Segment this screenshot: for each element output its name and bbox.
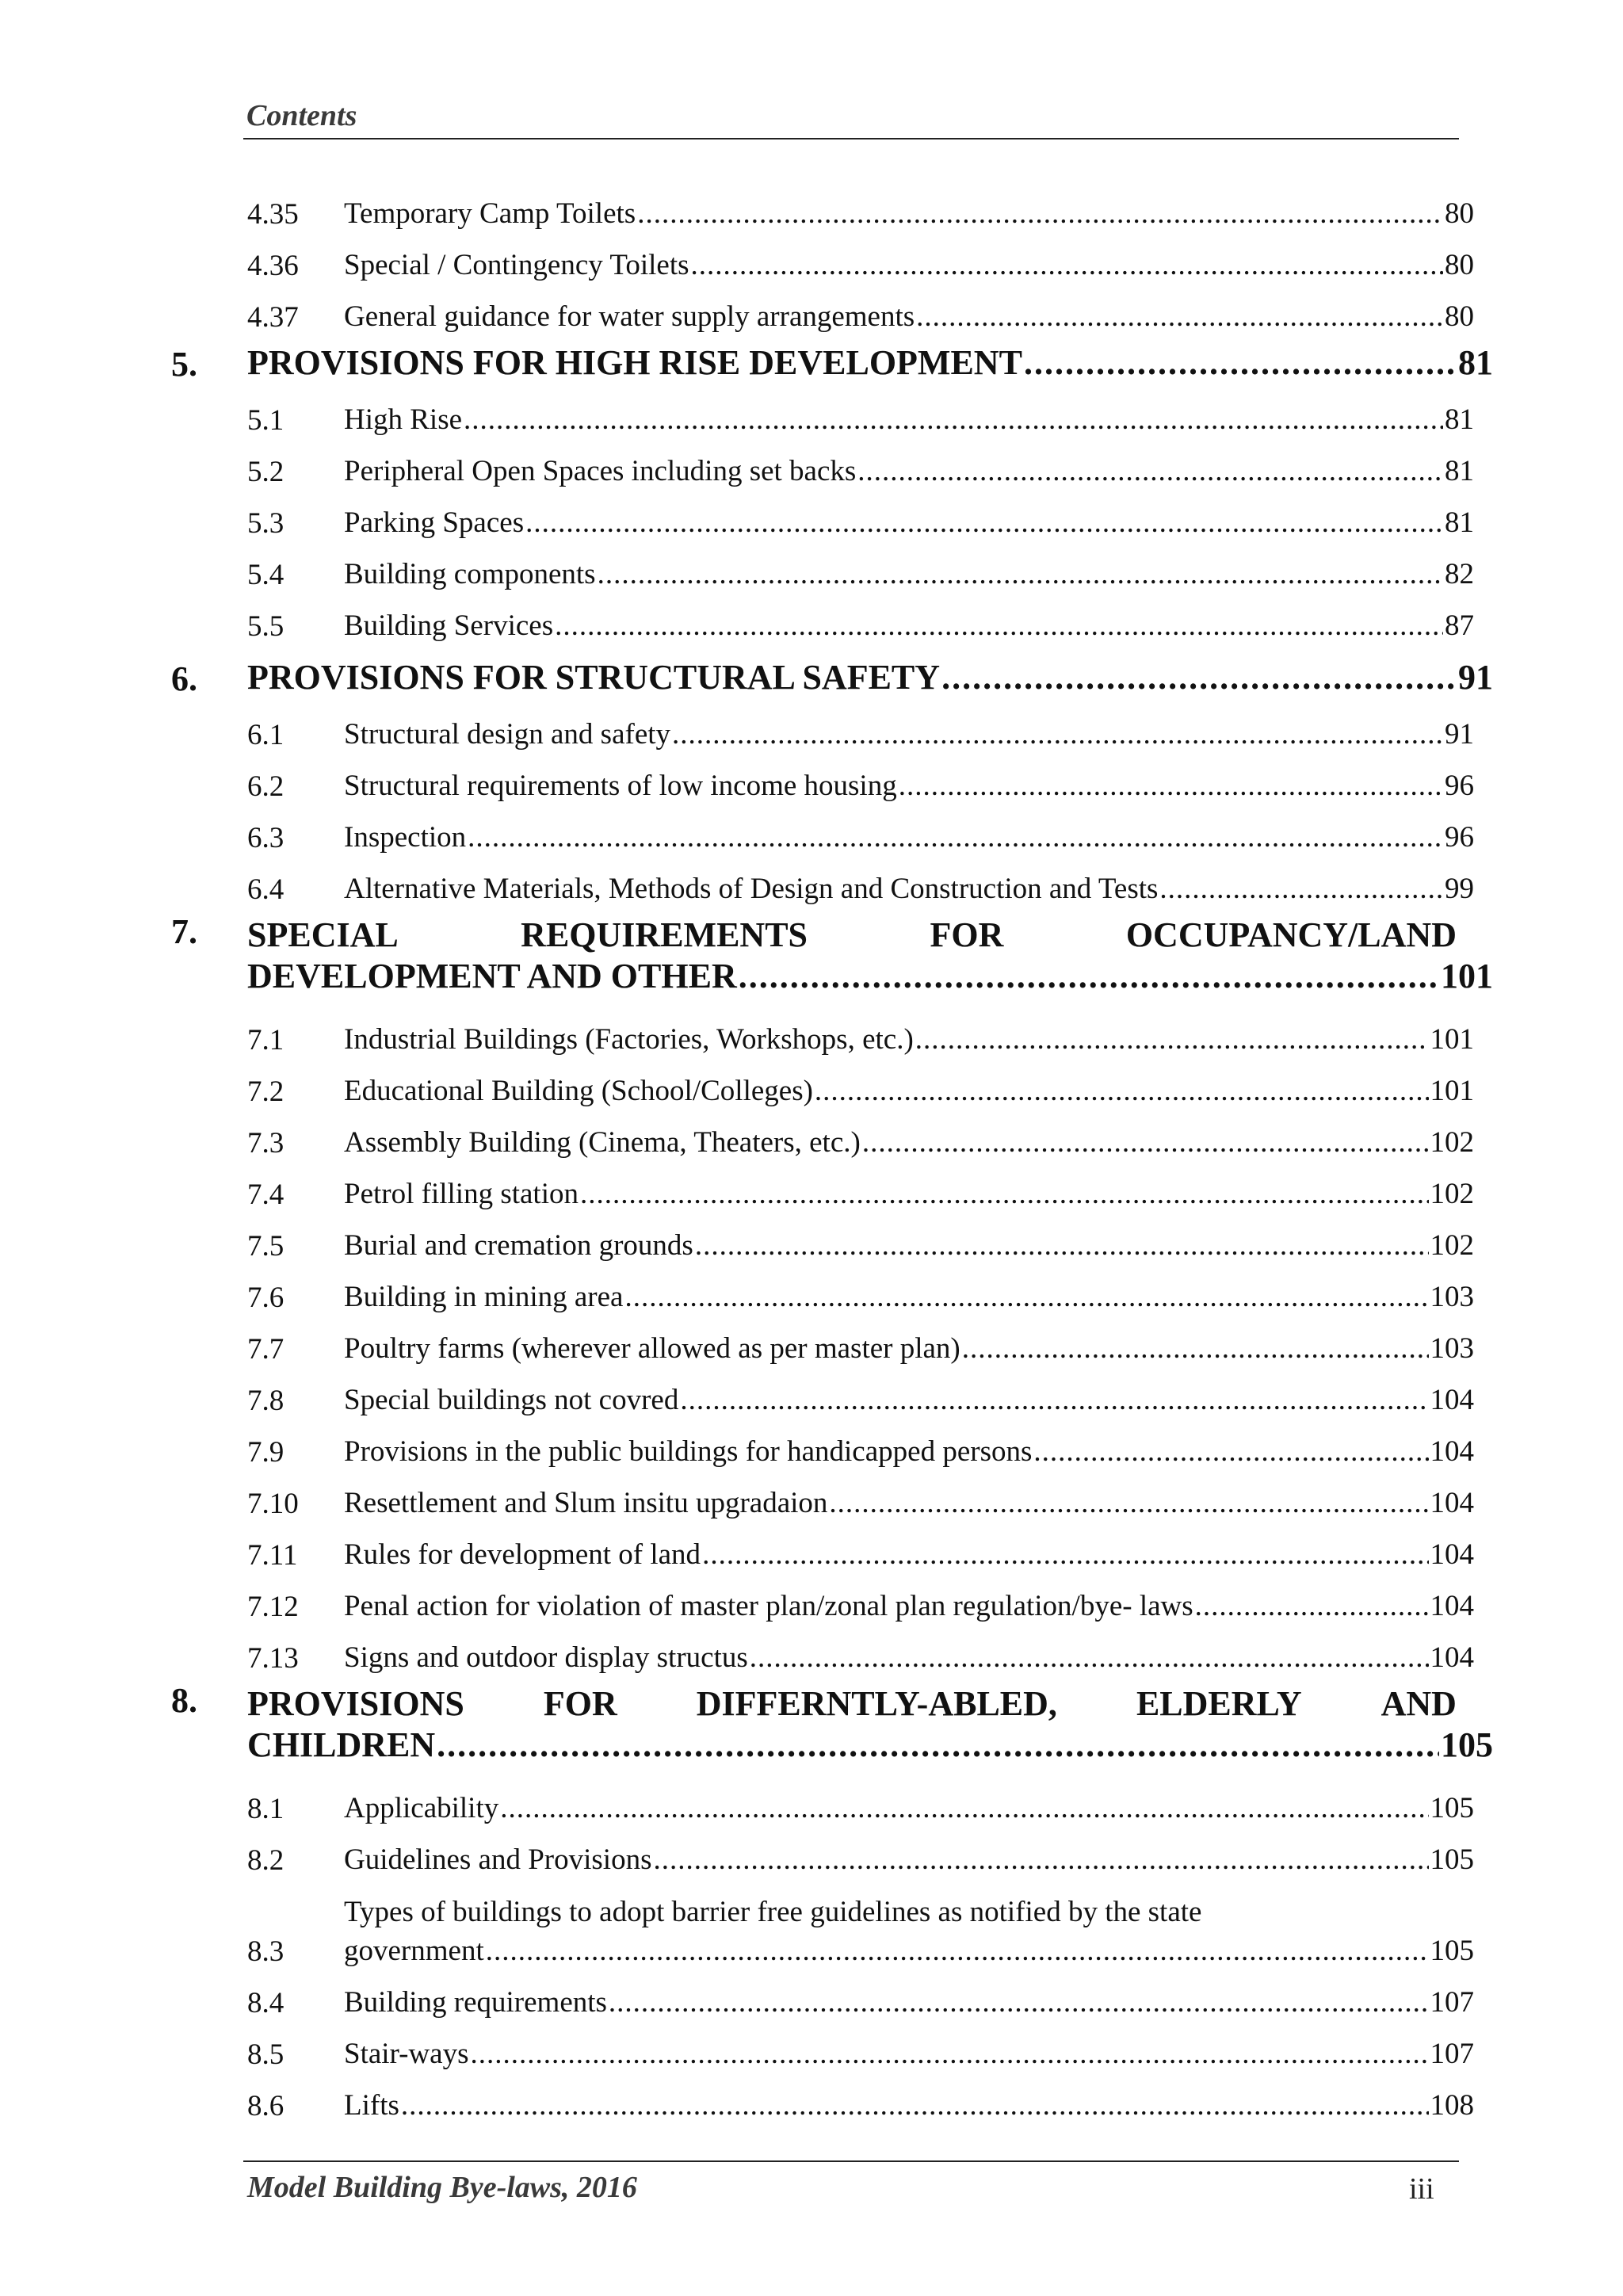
toc-number: 7.1 xyxy=(247,1024,285,1056)
toc-title: Applicability xyxy=(344,1792,499,1824)
toc-entry-7-2[interactable] xyxy=(0,1063,1623,1114)
toc-leader-dots xyxy=(609,1985,1429,2020)
toc-title: Parking Spaces xyxy=(344,506,525,539)
toc-title: Building in mining area xyxy=(344,1281,624,1313)
toc-entry-line xyxy=(344,1125,1474,1160)
toc-number: 7. xyxy=(171,912,197,951)
toc-number: 4.35 xyxy=(247,198,299,231)
toc-entry-7-11[interactable] xyxy=(0,1526,1623,1577)
toc-title: CHILDREN xyxy=(247,1725,436,1764)
toc-title: Temporary Camp Toilets xyxy=(344,197,636,230)
toc-number: 7.3 xyxy=(247,1127,285,1159)
toc-page-number: 80 xyxy=(1445,249,1474,281)
toc-leader-dots xyxy=(672,717,1443,752)
toc-page-number: 104 xyxy=(1430,1384,1474,1416)
toc-number: 8.6 xyxy=(247,2090,285,2122)
toc-leader-dots xyxy=(815,1074,1429,1109)
toc-title: Signs and outdoor display structus xyxy=(344,1641,748,1674)
toc-entry-8-3[interactable] xyxy=(0,1891,1623,1973)
toc-leader-dots xyxy=(899,769,1443,804)
toc-title-word: FOR xyxy=(543,1684,617,1723)
toc-entry-line xyxy=(344,1538,1474,1572)
toc-entry-line xyxy=(344,1985,1474,2020)
toc-number: 8. xyxy=(171,1681,197,1720)
toc-entry-line xyxy=(344,1177,1474,1212)
toc-number: 6.3 xyxy=(247,822,285,854)
toc-entry-line xyxy=(344,1791,1474,1826)
toc-leader-dots xyxy=(916,300,1443,334)
footer-title: Model Building Bye-laws, 2016 xyxy=(247,2171,637,2204)
toc-number: 7.4 xyxy=(247,1179,285,1211)
toc-entry-8-6[interactable] xyxy=(0,2077,1623,2128)
toc-title-word: PROVISIONS xyxy=(247,1684,464,1723)
toc-leader-dots xyxy=(1159,872,1443,907)
toc-entry-6-2[interactable] xyxy=(0,758,1623,808)
toc-title: Special / Contingency Toilets xyxy=(344,249,689,281)
toc-entry-5-2[interactable] xyxy=(0,443,1623,494)
toc-entry-line xyxy=(344,300,1474,334)
toc-leader-dots xyxy=(401,2088,1429,2123)
toc-leader-dots xyxy=(915,1022,1429,1057)
toc-page-number: 81 xyxy=(1445,403,1474,436)
toc-number: 7.13 xyxy=(247,1642,299,1675)
toc-title-word: FOR xyxy=(930,915,1004,954)
toc-entry-7-4[interactable] xyxy=(0,1166,1623,1217)
toc-entry-line xyxy=(344,1383,1474,1418)
toc-entry-4-37[interactable] xyxy=(0,288,1623,339)
toc-page-number: 104 xyxy=(1430,1538,1474,1571)
toc-title: PROVISIONS FOR HIGH RISE DEVELOPMENT xyxy=(247,343,1022,382)
toc-title: government xyxy=(344,1935,484,1967)
toc-leader-dots xyxy=(941,656,1457,699)
toc-entry-5-3[interactable] xyxy=(0,495,1623,545)
toc-title: Rules for development of land xyxy=(344,1538,701,1571)
toc-entry-8-1[interactable] xyxy=(0,1780,1623,1831)
toc-entry-5-4[interactable] xyxy=(0,546,1623,597)
toc-page-number: 81 xyxy=(1445,506,1474,539)
toc-section-6[interactable] xyxy=(0,653,1623,704)
toc-entry-6-4[interactable] xyxy=(0,861,1623,911)
toc-page-number: 104 xyxy=(1430,1590,1474,1622)
toc-number: 7.7 xyxy=(247,1333,285,1366)
toc-title: Penal action for violation of master plan/zonal plan regulation/bye- laws xyxy=(344,1590,1193,1622)
toc-page-number: 99 xyxy=(1445,873,1474,905)
toc-entry-line xyxy=(344,1228,1474,1263)
toc-number: 5.1 xyxy=(247,404,285,437)
toc-title: Building components xyxy=(344,558,596,590)
toc-number: 4.37 xyxy=(247,301,299,334)
toc-leader-dots xyxy=(598,557,1443,592)
toc-entry-line xyxy=(247,342,1493,384)
header-title: Contents xyxy=(246,99,357,132)
toc-number: 4.36 xyxy=(247,250,299,282)
footer-rule xyxy=(243,2160,1459,2162)
toc-entry-6-3[interactable] xyxy=(0,809,1623,860)
toc-entry-line xyxy=(344,557,1474,592)
toc-title: Poultry farms (wherever allowed as per master plan) xyxy=(344,1332,960,1365)
toc-number: 8.3 xyxy=(247,1935,285,1968)
toc-number: 8.2 xyxy=(247,1844,285,1877)
toc-leader-dots xyxy=(437,1724,1439,1767)
toc-entry-line xyxy=(344,1022,1474,1057)
toc-title: Petrol filling station xyxy=(344,1178,579,1210)
toc-title: High Rise xyxy=(344,403,463,436)
toc-leader-dots xyxy=(580,1177,1429,1212)
toc-number: 6.1 xyxy=(247,719,285,751)
toc-title: Alternative Materials, Methods of Design and Construction and Tests xyxy=(344,873,1159,905)
toc-entry-line xyxy=(344,506,1474,541)
toc-page-number: 82 xyxy=(1445,558,1474,590)
toc-page-number: 81 xyxy=(1445,455,1474,487)
toc-title: Stair-ways xyxy=(344,2038,469,2070)
toc-entry-line xyxy=(247,1724,1493,1767)
toc-leader-dots xyxy=(702,1538,1428,1572)
toc-page-number: 103 xyxy=(1430,1332,1474,1365)
toc-entry-line xyxy=(344,820,1474,855)
toc-entry-line xyxy=(344,1641,1474,1675)
toc-leader-dots xyxy=(750,1641,1429,1675)
toc-page-number: 101 xyxy=(1430,1075,1474,1107)
toc-title: Industrial Buildings (Factories, Workshops, etc.) xyxy=(344,1023,914,1056)
toc-entry-line xyxy=(247,955,1493,998)
toc-leader-dots xyxy=(691,248,1443,283)
toc-entry-line xyxy=(344,1280,1474,1315)
toc-number: 7.12 xyxy=(247,1591,299,1623)
toc-leader-dots xyxy=(1024,342,1457,384)
toc-page-number: 102 xyxy=(1430,1229,1474,1262)
toc-title: DEVELOPMENT AND OTHER xyxy=(247,957,737,995)
footer-page-number: iii xyxy=(1409,2172,1434,2206)
toc-entry-line xyxy=(344,1843,1474,1878)
toc-number: 8.1 xyxy=(247,1793,285,1825)
toc-title: Peripheral Open Spaces including set backs xyxy=(344,455,857,487)
toc-leader-dots xyxy=(1195,1589,1429,1624)
toc-title: Provisions in the public buildings for handicapped persons xyxy=(344,1435,1033,1468)
toc-entry-7-7[interactable] xyxy=(0,1320,1623,1371)
toc-entry-line xyxy=(344,197,1474,231)
toc-page-number: 101 xyxy=(1441,957,1493,995)
toc-entry-6-1[interactable] xyxy=(0,706,1623,757)
toc-entry-7-13[interactable] xyxy=(0,1629,1623,1680)
toc-title-word: OCCUPANCY/LAND xyxy=(1125,915,1457,954)
toc-entry-line xyxy=(344,2088,1474,2123)
toc-number: 5.5 xyxy=(247,610,285,643)
toc-page-number: 80 xyxy=(1445,197,1474,230)
toc-title-word: ELDERLY xyxy=(1136,1684,1302,1723)
toc-section-5[interactable] xyxy=(0,338,1623,389)
toc-entry-8-2[interactable] xyxy=(0,1832,1623,1882)
toc-leader-dots xyxy=(624,1280,1428,1315)
toc-leader-dots xyxy=(1033,1435,1428,1469)
toc-title: Structural requirements of low income housing xyxy=(344,770,897,802)
toc-entry-7-5[interactable] xyxy=(0,1217,1623,1268)
toc-title: Special buildings not covred xyxy=(344,1384,679,1416)
toc-section-7[interactable] xyxy=(0,914,1623,1003)
toc-number: 5. xyxy=(171,345,197,384)
toc-page-number: 91 xyxy=(1445,718,1474,751)
toc-title-word: SPECIAL xyxy=(247,915,399,954)
toc-number: 7.9 xyxy=(247,1436,285,1469)
toc-leader-dots xyxy=(464,403,1443,437)
toc-entry-7-6[interactable] xyxy=(0,1269,1623,1320)
toc-entry-7-8[interactable] xyxy=(0,1372,1623,1423)
toc-title: Structural design and safety xyxy=(344,718,671,751)
toc-leader-dots xyxy=(962,1331,1429,1366)
toc-page-number: 107 xyxy=(1430,2038,1474,2070)
toc-entry-line xyxy=(344,872,1474,907)
toc-leader-dots xyxy=(680,1383,1428,1418)
toc-title: Inspection xyxy=(344,821,467,854)
toc-entry-5-1[interactable] xyxy=(0,392,1623,442)
toc-number: 7.10 xyxy=(247,1488,299,1520)
toc-entry-7-3[interactable] xyxy=(0,1114,1623,1165)
toc-number: 6. xyxy=(171,659,197,698)
toc-title: Educational Building (School/Colleges) xyxy=(344,1075,813,1107)
toc-title-first-line xyxy=(247,1683,1457,1725)
toc-page-number: 91 xyxy=(1458,658,1493,697)
toc-entry-7-10[interactable] xyxy=(0,1475,1623,1526)
toc-leader-dots xyxy=(862,1125,1429,1160)
toc-title: Lifts xyxy=(344,2089,399,2122)
toc-title: Resettlement and Slum insitu upgradaion xyxy=(344,1487,828,1519)
toc-leader-dots xyxy=(486,1934,1429,1969)
toc-page-number: 105 xyxy=(1430,1935,1474,1967)
toc-page-number: 104 xyxy=(1430,1641,1474,1674)
toc-title: Building Services xyxy=(344,609,554,642)
toc-entry-8-4[interactable] xyxy=(0,1974,1623,2025)
toc-entry-line xyxy=(344,454,1474,489)
toc-leader-dots xyxy=(637,197,1443,231)
toc-entry-5-5[interactable] xyxy=(0,598,1623,648)
toc-entry-8-5[interactable] xyxy=(0,2026,1623,2076)
toc-section-8[interactable] xyxy=(0,1683,1623,1771)
toc-page-number: 107 xyxy=(1430,1986,1474,2019)
toc-page-number: 104 xyxy=(1430,1435,1474,1468)
toc-entry-line xyxy=(344,769,1474,804)
toc-title-word: AND xyxy=(1381,1684,1457,1723)
toc-title: Assembly Building (Cinema, Theaters, etc.) xyxy=(344,1126,861,1159)
toc-leader-dots xyxy=(468,820,1443,855)
toc-leader-dots xyxy=(829,1486,1428,1521)
toc-number: 7.8 xyxy=(247,1385,285,1417)
toc-entry-line xyxy=(344,1331,1474,1366)
toc-title: Guidelines and Provisions xyxy=(344,1843,652,1876)
toc-leader-dots xyxy=(500,1791,1428,1826)
toc-number: 5.4 xyxy=(247,559,285,591)
toc-page-number: 102 xyxy=(1430,1126,1474,1159)
toc-page-number: 96 xyxy=(1445,821,1474,854)
toc-entry-line xyxy=(344,248,1474,283)
toc-entry-line xyxy=(344,717,1474,752)
toc-page-number: 81 xyxy=(1458,343,1493,382)
toc-title-first-line xyxy=(247,914,1457,957)
toc-title-first-line: Types of buildings to adopt barrier free guidelines as notified by the state xyxy=(344,1896,1202,1928)
toc-entry-line xyxy=(344,1074,1474,1109)
toc-entry-line xyxy=(344,2037,1474,2072)
toc-number: 7.5 xyxy=(247,1230,285,1263)
toc-page-number: 102 xyxy=(1430,1178,1474,1210)
toc-number: 6.4 xyxy=(247,873,285,906)
toc-leader-dots xyxy=(471,2037,1429,2072)
toc-number: 7.2 xyxy=(247,1075,285,1108)
toc-page-number: 96 xyxy=(1445,770,1474,802)
toc-leader-dots xyxy=(695,1228,1429,1263)
toc-entry-line xyxy=(344,1934,1474,1969)
toc-page-number: 108 xyxy=(1430,2089,1474,2122)
toc-leader-dots xyxy=(857,454,1443,489)
toc-page-number: 101 xyxy=(1430,1023,1474,1056)
toc-page-number: 103 xyxy=(1430,1281,1474,1313)
toc-entry-4-36[interactable] xyxy=(0,237,1623,288)
page-header xyxy=(243,98,1459,139)
toc-page-number: 105 xyxy=(1430,1792,1474,1824)
toc-entry-line xyxy=(344,1435,1474,1469)
toc-number: 6.2 xyxy=(247,770,285,803)
toc-number: 5.2 xyxy=(247,456,285,488)
toc-number: 8.4 xyxy=(247,1987,285,2019)
toc-page-number: 80 xyxy=(1445,300,1474,333)
toc-entry-line xyxy=(344,1486,1474,1521)
toc-leader-dots xyxy=(653,1843,1428,1878)
toc-entry-4-35[interactable] xyxy=(0,185,1623,236)
toc-page-number: 87 xyxy=(1445,609,1474,642)
toc-entry-line xyxy=(344,609,1474,644)
toc-number: 5.3 xyxy=(247,507,285,540)
toc-page-number: 104 xyxy=(1430,1487,1474,1519)
toc-page-number: 105 xyxy=(1441,1725,1493,1764)
toc-title: Burial and cremation grounds xyxy=(344,1229,693,1262)
toc-leader-dots xyxy=(739,955,1439,998)
toc-page-number: 105 xyxy=(1430,1843,1474,1876)
toc-entry-7-9[interactable] xyxy=(0,1423,1623,1474)
toc-entry-line xyxy=(247,656,1493,699)
toc-entry-7-1[interactable] xyxy=(0,1011,1623,1062)
toc-number: 7.6 xyxy=(247,1282,285,1314)
toc-title-word: REQUIREMENTS xyxy=(521,915,808,954)
toc-number: 8.5 xyxy=(247,2038,285,2071)
toc-leader-dots xyxy=(555,609,1443,644)
toc-entry-7-12[interactable] xyxy=(0,1578,1623,1629)
toc-title: General guidance for water supply arrangements xyxy=(344,300,915,333)
toc-entry-line xyxy=(344,403,1474,437)
toc-number: 7.11 xyxy=(247,1539,298,1572)
toc-title: PROVISIONS FOR STRUCTURAL SAFETY xyxy=(247,658,941,697)
toc-leader-dots xyxy=(525,506,1443,541)
toc-title: Building requirements xyxy=(344,1986,607,2019)
toc-title-word: DIFFERNTLY-ABLED, xyxy=(696,1684,1057,1723)
toc-entry-line xyxy=(344,1589,1474,1624)
